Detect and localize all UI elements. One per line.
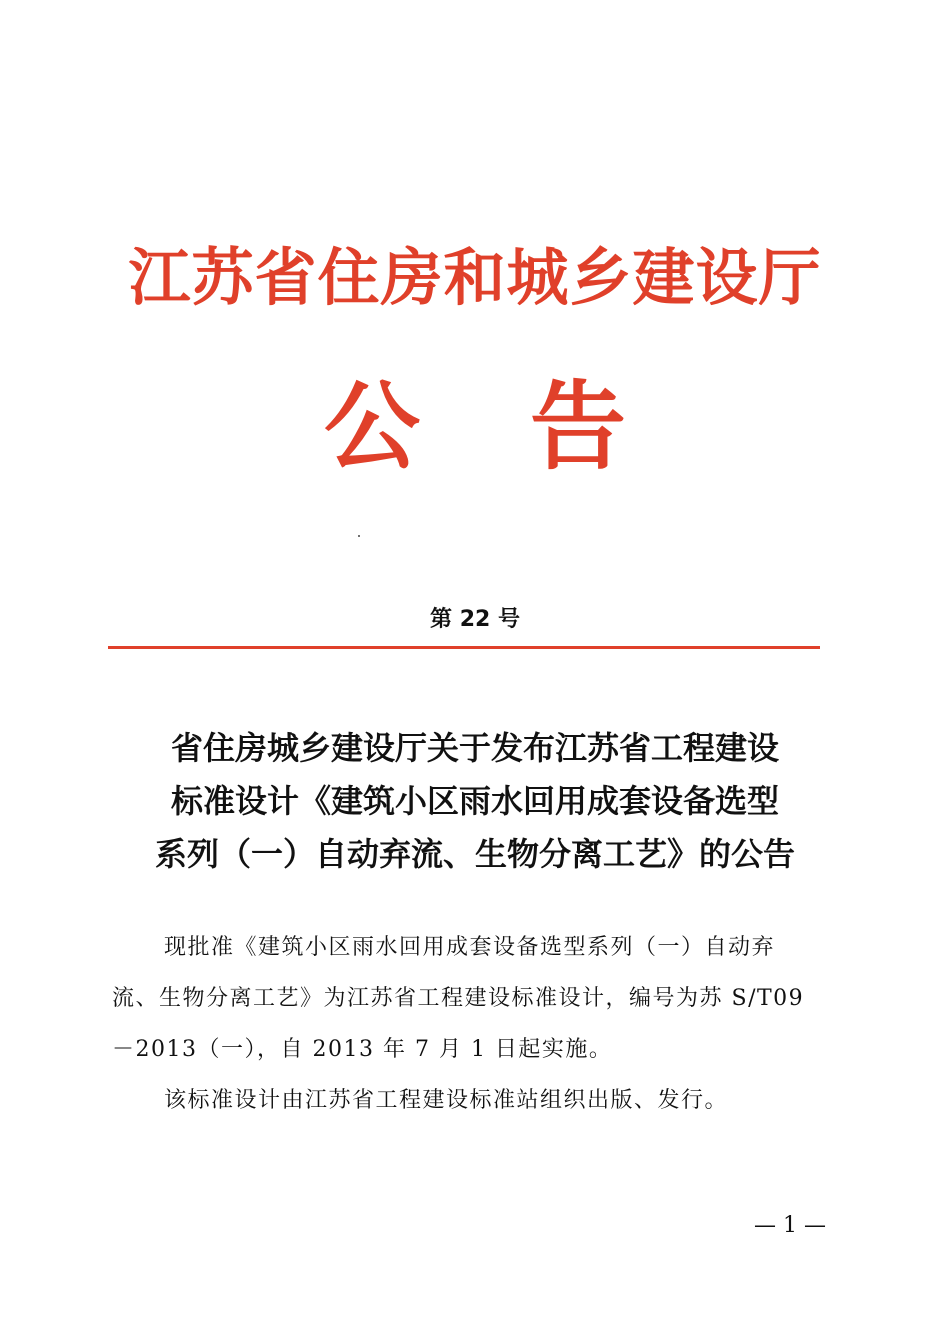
- document-type-char-1: 公: [324, 371, 420, 483]
- document-type-heading: [0, 372, 950, 482]
- announcement-body: [112, 922, 834, 1126]
- red-divider-line: [108, 646, 820, 649]
- issuing-agency-heading: 江苏省住房和城乡建设厅: [128, 241, 822, 314]
- title-line-3: 系列（一）自动弃流、生物分离工艺》的公告: [154, 835, 795, 873]
- body-line-1: 现批准《建筑小区雨水回用成套设备选型系列（一）自动弃: [164, 935, 776, 960]
- title-line-2: 标准设计《建筑小区雨水回用成套设备选型: [170, 782, 779, 820]
- body-line-2: 流、生物分离工艺》为江苏省工程建设标准设计，编号为苏 S/T09: [112, 986, 805, 1011]
- scan-speck: [358, 535, 360, 537]
- page-number: — 1 —: [754, 1213, 826, 1238]
- body-line-3: －2013（一），自 2013 年 7 月 1 日起实施。: [112, 1037, 613, 1062]
- announcement-title: [110, 722, 840, 881]
- document-number: 第 22 号: [430, 607, 520, 632]
- body-line-4: 该标准设计由江苏省工程建设标准站组织出版、发行。: [164, 1088, 729, 1113]
- title-line-1: 省住房城乡建设厅关于发布江苏省工程建设: [170, 729, 779, 767]
- document-type-char-2: 告: [530, 371, 626, 483]
